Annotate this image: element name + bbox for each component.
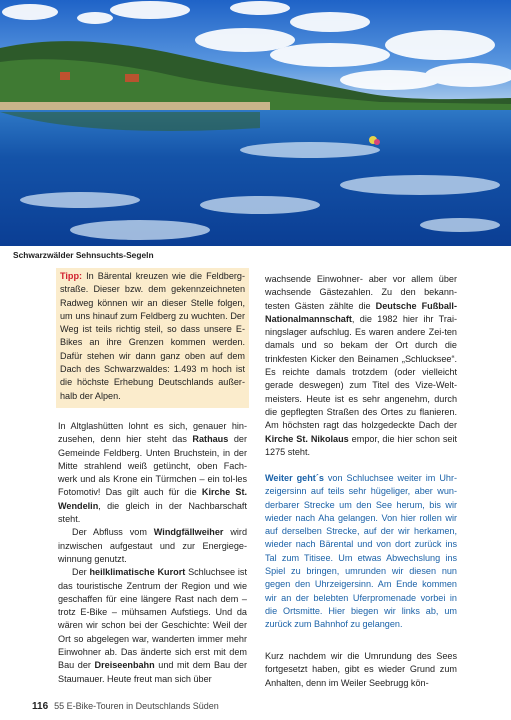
text-run: wachsende Einwohner- aber vor allem über wachsende Gästezahlen. Zu den bekann-testen Gästen zählte die [265, 274, 457, 311]
tip-label: Tipp: [60, 271, 83, 281]
text-run: , die 1982 hier ihr Trai-ningslager aufschlug. Es waren andere Zei-ten damals und so bekam der Ort durch die trinkfesten Kicker den Beinamen „Schlucksee“. Es reichte damals trotzdem (oder vielleicht gerade deswegen) zum Titel des Vize-Welt-meisters. Heute ist es sehr angenehm, durch die gepflegten Straßen des Ortes zu flanieren. Am höchsten ragt das holzgedeckte Dach der [265, 313, 457, 431]
right-column-top [265, 273, 457, 459]
paragraph [58, 420, 247, 526]
route-description [265, 472, 457, 632]
paragraph [58, 526, 247, 566]
route-keyword: Weiter geht´s [265, 473, 324, 483]
tip-text: In Bärental kreuzen wie die Feldberg-straße. Dieser bzw. dem gekennzeichneten Radweg können wir an dieser Stelle folgen, um uns hinauf zum Feldberg zu wuchten. Der Weg ist teils richtig steil, so dass unsere E-Bikes an ihre Grenzen kommen werden. Dafür stehen wir dann ganz oben auf dem Dach des Schwarzwaldes: 1.493 m hoch ist die höchste Erhebung Deutschlands außer-halb der Alpen. [60, 271, 245, 401]
page-footer [32, 701, 219, 712]
paragraph [58, 566, 247, 686]
bold-term: Dreiseenbahn [94, 660, 155, 671]
right-column-bottom [265, 650, 457, 690]
text-run: der Gemeinde Feldberg. Unten Bruchstein, in der Mitte strahlend weiß getüncht, oben Fach-werk und als Krone ein Türmchen – ein tol-les Fotomotiv! Das gilt auch für die [58, 434, 248, 498]
text-run: wird inzwischen aufgestaut und zur Energiege-winnung genutzt. [58, 527, 248, 564]
page-number: 116 [32, 701, 49, 712]
bold-term: Kirche St. Nikolaus [265, 433, 349, 444]
paragraph [265, 472, 457, 632]
bold-term: Deutsche Fußball-Nationalmannschaft [265, 300, 457, 324]
lake-photo-drawing [0, 0, 511, 246]
text-run: Der Abfluss vom [72, 527, 154, 538]
paragraph [265, 273, 457, 459]
left-column [58, 420, 247, 686]
text-run: Schluchsee ist das touristische Zentrum der Region und wie geschaffen für eine längere Rast nach dem – trotz E-Bike – mühsamen Aufstiegs. Und da wären wir schon bei der Geschichte: Weil der Ort so abgelegen war, wanderten immer mehr Einwohner ab. Das änderte sich erst mit dem Bau der [58, 567, 247, 671]
photo-caption: Schwarzwälder Sehnsuchts-Segeln [13, 250, 154, 260]
bold-term: heilklimatische Kurort [89, 567, 186, 578]
text-run: und mit dem Bau der Staumauer. Heute freut man sich über [58, 660, 247, 684]
text-run: empor, die hier schon seit 1275 steht. [265, 433, 457, 457]
book-title: 55 E-Bike-Touren in Deutschlands Süden [54, 701, 219, 711]
tip-box [56, 268, 249, 408]
text-run: von Schluchsee weiter im Uhr-zeigersinn auf teils sehr hügeliger, aber wun-derbarer Strecke um den See herum, bis wir wieder nach Aha gelangen. Von hier rollen wir auf derselben Strecke, auf der wir herkamen, wieder nach Bärental und von dort zurück ins Tal zum Titisee. Um etwas Abwechslung ins Spiel zu bringen, umrunden wir diesen nun gegen den Uhrzeigersinn. Am Ende kommen wir an der belebten Uferpromenade vorbei in die Ortsmitte. Hier biegen wir links ab, um zurück zum Bahnhof zu gelangen. [265, 473, 457, 630]
paragraph: Kurz nachdem wir die Umrundung des Sees fortgesetzt haben, gibt es wieder Grund zum Anhalten, denn im Weiler Seebrugg kön- [265, 651, 457, 688]
text-run: Der [72, 567, 90, 578]
lake-photo [0, 0, 511, 246]
bold-term: Rathaus [192, 434, 229, 445]
text-run: In Altglashütten lohnt es sich, genauer hin-zusehen, denn hier steht das [58, 421, 247, 445]
bold-term: Kirche St. Wendelin [58, 487, 248, 511]
bold-term: Windgfällweiher [153, 527, 224, 538]
text-run: , die gleich in der Nachbarschaft steht. [58, 500, 247, 525]
